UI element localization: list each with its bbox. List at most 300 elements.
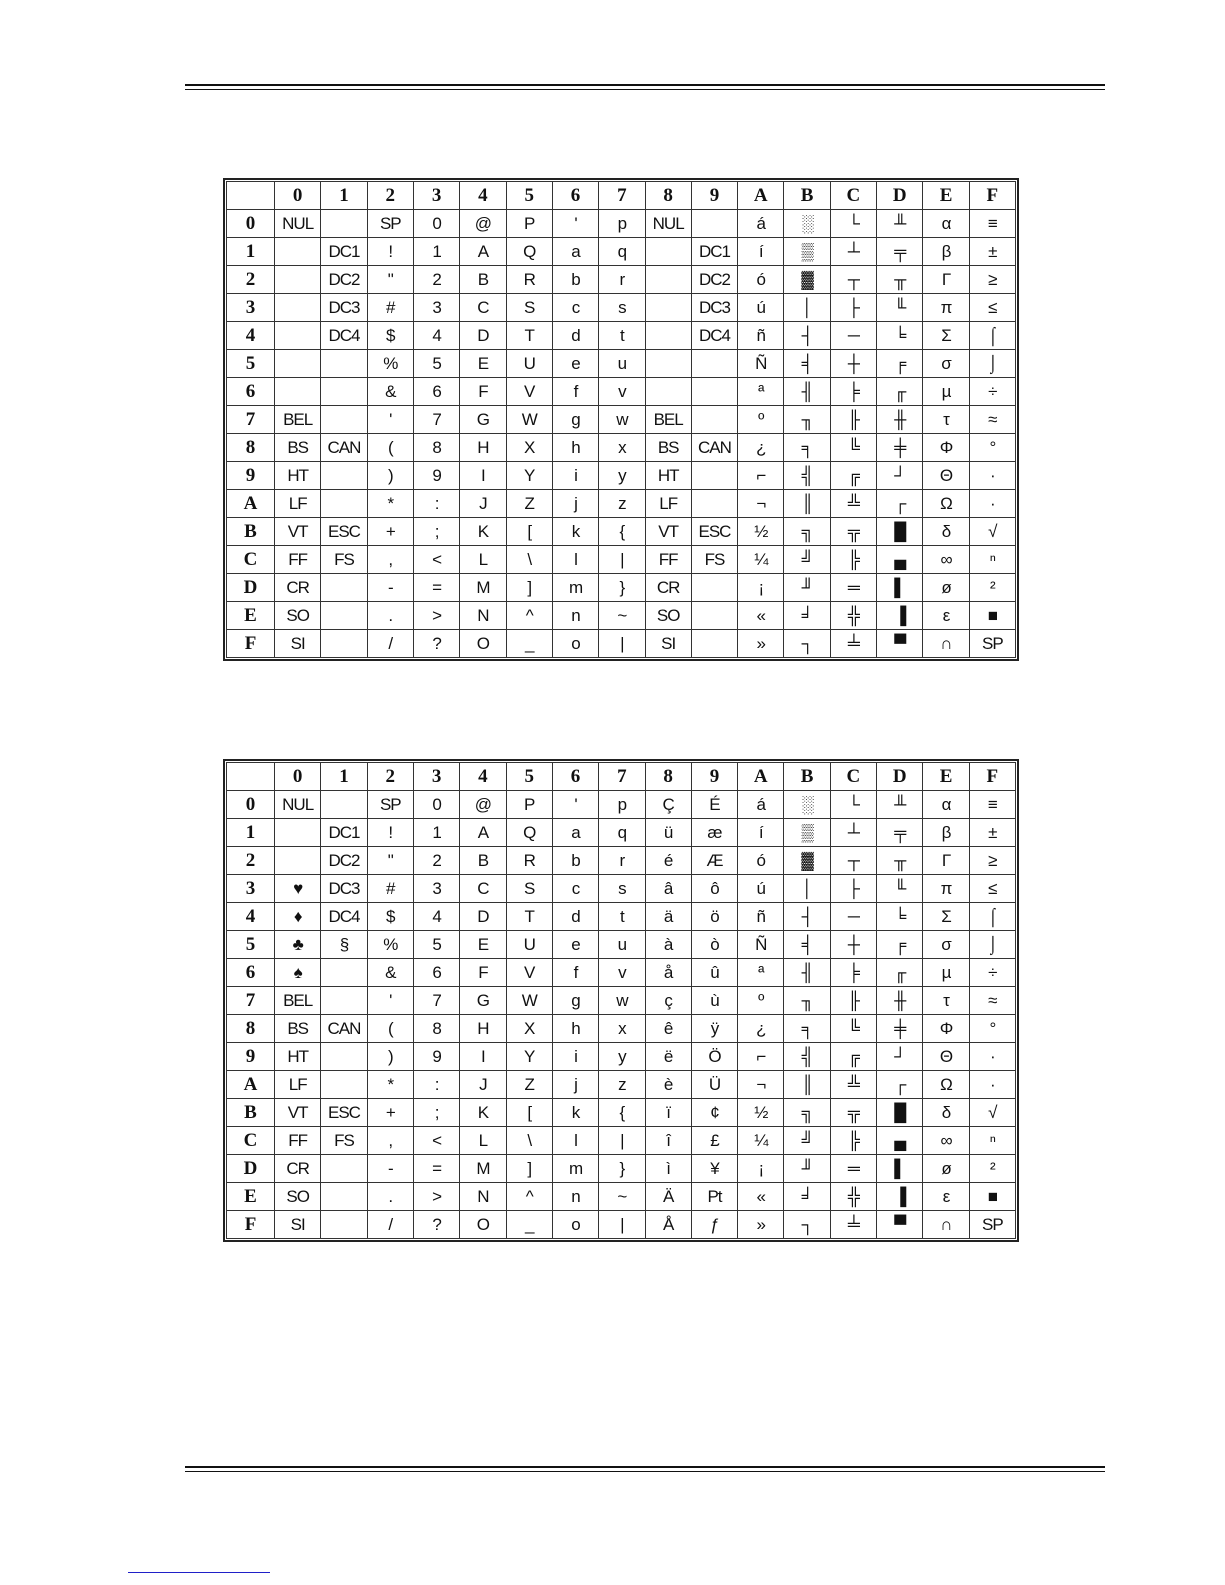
code-cell: NUL: [645, 210, 691, 238]
code-cell: _: [506, 630, 552, 658]
code-cell: g: [552, 987, 598, 1015]
code-cell: DC4: [691, 322, 737, 350]
code-cell: R: [506, 847, 552, 875]
code-cell: ▐: [877, 1183, 923, 1211]
code-cell: P: [506, 791, 552, 819]
code-cell: ╢: [784, 378, 830, 406]
code-cell: ;: [413, 518, 459, 546]
code-cell: ▀: [877, 1211, 923, 1239]
row-header: 1: [227, 238, 275, 266]
code-cell: ╩: [830, 1071, 876, 1099]
code-cell: SI: [275, 1211, 321, 1239]
code-cell: [275, 294, 321, 322]
column-header: 0: [275, 763, 321, 791]
code-cell: U: [506, 931, 552, 959]
code-cell: ≈: [969, 406, 1015, 434]
code-cell: ≥: [969, 266, 1015, 294]
code-cell: CR: [645, 574, 691, 602]
code-cell: [321, 1043, 367, 1071]
code-cell: u: [599, 931, 645, 959]
column-header: D: [877, 763, 923, 791]
row-header: B: [227, 518, 275, 546]
code-cell: 8: [413, 434, 459, 462]
code-cell: Φ: [923, 1015, 969, 1043]
code-cell: T: [506, 322, 552, 350]
row-header: 2: [227, 847, 275, 875]
table-row: [227, 546, 1016, 574]
code-cell: ì: [645, 1155, 691, 1183]
code-cell: {: [599, 1099, 645, 1127]
code-cell: ♣: [275, 931, 321, 959]
code-cell: LF: [645, 490, 691, 518]
code-cell: ⌐: [738, 1043, 784, 1071]
column-header: 8: [645, 182, 691, 210]
code-cell: w: [599, 406, 645, 434]
code-cell: K: [460, 1099, 506, 1127]
code-cell: .: [367, 1183, 413, 1211]
table-row: [227, 210, 1016, 238]
code-cell: ESC: [321, 518, 367, 546]
code-cell: .: [367, 602, 413, 630]
code-cell: k: [552, 518, 598, 546]
code-cell: SI: [645, 630, 691, 658]
table-row: [227, 1183, 1016, 1211]
code-cell: ╗: [784, 1099, 830, 1127]
code-cell: ╝: [784, 546, 830, 574]
code-cell: SO: [275, 1183, 321, 1211]
code-cell: +: [367, 1099, 413, 1127]
code-cell: F: [460, 959, 506, 987]
code-cell: ø: [923, 574, 969, 602]
code-cell: ê: [645, 1015, 691, 1043]
code-cell: [645, 322, 691, 350]
row-header: A: [227, 1071, 275, 1099]
code-cell: [275, 847, 321, 875]
code-cell: 0: [413, 210, 459, 238]
row-header: 8: [227, 1015, 275, 1043]
code-cell: ï: [645, 1099, 691, 1127]
code-cell: ⌐: [738, 462, 784, 490]
code-cell: e: [552, 931, 598, 959]
code-cell: I: [460, 1043, 506, 1071]
code-cell: T: [506, 903, 552, 931]
code-cell: ú: [738, 294, 784, 322]
table-row: [227, 1155, 1016, 1183]
code-cell: j: [552, 490, 598, 518]
code-cell: ,: [367, 546, 413, 574]
code-cell: ╘: [877, 903, 923, 931]
code-cell: l: [552, 546, 598, 574]
code-cell: M: [460, 1155, 506, 1183]
code-cell: :: [413, 490, 459, 518]
code-cell: √: [969, 1099, 1015, 1127]
code-cell: │: [784, 875, 830, 903]
row-header: 1: [227, 819, 275, 847]
code-cell: δ: [923, 518, 969, 546]
code-cell: t: [599, 322, 645, 350]
code-cell: ÷: [969, 959, 1015, 987]
code-cell: ├: [830, 294, 876, 322]
code-cell: >: [413, 1183, 459, 1211]
code-cell: [321, 602, 367, 630]
code-cell: C: [460, 875, 506, 903]
code-cell: ≡: [969, 791, 1015, 819]
code-cell: ┴: [830, 819, 876, 847]
table-row: [227, 1099, 1016, 1127]
code-cell: ╗: [784, 518, 830, 546]
code-cell: ƒ: [691, 1211, 737, 1239]
code-cell: ': [367, 406, 413, 434]
row-header: E: [227, 1183, 275, 1211]
code-cell: #: [367, 875, 413, 903]
code-cell: q: [599, 819, 645, 847]
code-cell: K: [460, 518, 506, 546]
code-cell: <: [413, 546, 459, 574]
code-cell: Ä: [645, 1183, 691, 1211]
code-cell: 6: [413, 959, 459, 987]
code-cell: o: [552, 1211, 598, 1239]
code-cell: LF: [275, 1071, 321, 1099]
code-cell: ╨: [877, 791, 923, 819]
code-cell: G: [460, 406, 506, 434]
code-cell: ≈: [969, 987, 1015, 1015]
code-cell: ?: [413, 630, 459, 658]
code-cell: ╣: [784, 1043, 830, 1071]
code-cell: 5: [413, 350, 459, 378]
code-cell: ■: [969, 602, 1015, 630]
code-cell: 3: [413, 875, 459, 903]
code-cell: s: [599, 294, 645, 322]
code-cell: ╫: [877, 406, 923, 434]
row-header: 4: [227, 322, 275, 350]
code-cell: ┐: [784, 1211, 830, 1239]
code-cell: i: [552, 462, 598, 490]
code-cell: ╩: [830, 490, 876, 518]
code-cell: O: [460, 1211, 506, 1239]
code-cell: SO: [275, 602, 321, 630]
code-cell: ç: [645, 987, 691, 1015]
code-cell: [691, 406, 737, 434]
code-cell: ╒: [877, 931, 923, 959]
code-cell: ╛: [784, 1183, 830, 1211]
code-cell: Ñ: [738, 931, 784, 959]
code-cell: ¼: [738, 1127, 784, 1155]
table-row: [227, 630, 1016, 658]
code-cell: ┘: [877, 462, 923, 490]
code-cell: ╕: [784, 1015, 830, 1043]
code-cell: q: [599, 238, 645, 266]
code-cell: ¡: [738, 574, 784, 602]
code-cell: [321, 630, 367, 658]
table-row: [227, 931, 1016, 959]
code-cell: Φ: [923, 434, 969, 462]
column-header: A: [738, 763, 784, 791]
code-cell: g: [552, 406, 598, 434]
code-cell: BEL: [645, 406, 691, 434]
code-cell: [275, 322, 321, 350]
footer-link-underline[interactable]: [128, 1572, 270, 1573]
code-cell: ╖: [784, 987, 830, 1015]
code-cell: ε: [923, 1183, 969, 1211]
code-cell: f: [552, 959, 598, 987]
code-cell: ^: [506, 1183, 552, 1211]
code-cell: ╡: [784, 931, 830, 959]
code-cell: ⌠: [969, 903, 1015, 931]
code-cell: ┬: [830, 847, 876, 875]
code-cell: d: [552, 903, 598, 931]
code-cell: â: [645, 875, 691, 903]
code-cell: ╥: [877, 847, 923, 875]
code-cell: [691, 630, 737, 658]
table-body: [227, 210, 1016, 658]
row-header: 7: [227, 406, 275, 434]
code-cell: =: [413, 574, 459, 602]
code-cell: ╖: [784, 406, 830, 434]
table-row: [227, 322, 1016, 350]
code-cell: °: [969, 434, 1015, 462]
code-cell: │: [784, 294, 830, 322]
code-cell: p: [599, 791, 645, 819]
code-cell: [321, 350, 367, 378]
code-cell: å: [645, 959, 691, 987]
code-cell: á: [738, 210, 784, 238]
code-cell: ║: [784, 490, 830, 518]
code-cell: [321, 987, 367, 1015]
code-cell: ╥: [877, 266, 923, 294]
code-cell: ▄: [877, 1127, 923, 1155]
column-header: 3: [413, 763, 459, 791]
column-header: 1: [321, 182, 367, 210]
column-header-row: [227, 763, 1016, 791]
code-cell: SI: [275, 630, 321, 658]
code-cell: Ü: [691, 1071, 737, 1099]
code-cell: |: [599, 1127, 645, 1155]
row-header: 6: [227, 959, 275, 987]
code-cell: (: [367, 434, 413, 462]
code-cell: Æ: [691, 847, 737, 875]
code-cell: j: [552, 1071, 598, 1099]
table-row: [227, 602, 1016, 630]
column-header: 5: [506, 763, 552, 791]
code-cell: O: [460, 630, 506, 658]
code-cell: «: [738, 602, 784, 630]
code-cell: ┼: [830, 350, 876, 378]
code-cell: [645, 266, 691, 294]
row-header: 6: [227, 378, 275, 406]
code-cell: ╝: [784, 1127, 830, 1155]
code-cell: 7: [413, 987, 459, 1015]
code-cell: [691, 210, 737, 238]
code-cell: G: [460, 987, 506, 1015]
code-cell: A: [460, 819, 506, 847]
code-cell: ≤: [969, 875, 1015, 903]
row-header: 0: [227, 791, 275, 819]
table-row: [227, 406, 1016, 434]
table-row: [227, 350, 1016, 378]
code-cell: ╙: [877, 294, 923, 322]
code-cell: ╜: [784, 574, 830, 602]
code-cell: ~: [599, 1183, 645, 1211]
row-header: E: [227, 602, 275, 630]
code-cell: h: [552, 434, 598, 462]
code-cell: ∙: [969, 462, 1015, 490]
code-cell: BS: [275, 434, 321, 462]
code-cell: r: [599, 266, 645, 294]
code-cell: ╧: [830, 630, 876, 658]
code-cell: U: [506, 350, 552, 378]
code-cell: ^: [506, 602, 552, 630]
code-cell: »: [738, 630, 784, 658]
code-cell: ±: [969, 819, 1015, 847]
code-cell: LF: [275, 490, 321, 518]
code-cell: 6: [413, 378, 459, 406]
code-cell: ¿: [738, 434, 784, 462]
code-cell: í: [738, 819, 784, 847]
code-cell: P: [506, 210, 552, 238]
row-header: B: [227, 1099, 275, 1127]
code-cell: VT: [275, 518, 321, 546]
code-cell: (: [367, 1015, 413, 1043]
code-cell: ô: [691, 875, 737, 903]
code-cell: ╪: [877, 434, 923, 462]
code-cell: DC3: [321, 294, 367, 322]
code-cell: DC4: [321, 903, 367, 931]
code-cell: Å: [645, 1211, 691, 1239]
code-cell: S: [506, 875, 552, 903]
code-cell: ═: [830, 574, 876, 602]
code-cell: }: [599, 574, 645, 602]
code-cell: Γ: [923, 847, 969, 875]
code-cell: HT: [645, 462, 691, 490]
table-row: [227, 574, 1016, 602]
code-cell: ": [367, 266, 413, 294]
code-cell: »: [738, 1211, 784, 1239]
code-cell: b: [552, 847, 598, 875]
code-cell: o: [552, 630, 598, 658]
code-cell: «: [738, 1183, 784, 1211]
code-cell: █: [877, 518, 923, 546]
code-cell: ⌠: [969, 322, 1015, 350]
column-header: F: [969, 182, 1015, 210]
code-cell: [321, 959, 367, 987]
code-cell: Y: [506, 462, 552, 490]
table-row: [227, 903, 1016, 931]
code-cell: ¼: [738, 546, 784, 574]
code-cell: α: [923, 791, 969, 819]
row-header: 3: [227, 875, 275, 903]
code-cell: ø: [923, 1155, 969, 1183]
code-cell: ╬: [830, 602, 876, 630]
column-header: 2: [367, 763, 413, 791]
code-cell: ╔: [830, 462, 876, 490]
column-header: 7: [599, 763, 645, 791]
code-cell: [691, 602, 737, 630]
code-cell: CR: [275, 574, 321, 602]
code-cell: Ö: [691, 1043, 737, 1071]
row-header: 9: [227, 462, 275, 490]
code-cell: ª: [738, 959, 784, 987]
code-cell: W: [506, 987, 552, 1015]
row-header: C: [227, 1127, 275, 1155]
code-cell: ╕: [784, 434, 830, 462]
code-cell: é: [645, 847, 691, 875]
code-cell: ·: [969, 490, 1015, 518]
code-cell: ¥: [691, 1155, 737, 1183]
code-cell: |: [599, 630, 645, 658]
column-header: 0: [275, 182, 321, 210]
code-cell: ♦: [275, 903, 321, 931]
code-cell: [691, 490, 737, 518]
code-cell: VT: [275, 1099, 321, 1127]
code-cell: Σ: [923, 322, 969, 350]
code-cell: SP: [367, 791, 413, 819]
code-cell: ¿: [738, 1015, 784, 1043]
table-row: [227, 378, 1016, 406]
code-cell: ¬: [738, 1071, 784, 1099]
code-cell: ü: [645, 819, 691, 847]
code-cell: l: [552, 1127, 598, 1155]
code-cell: E: [460, 350, 506, 378]
code-cell: ╓: [877, 378, 923, 406]
code-cell: ): [367, 1043, 413, 1071]
code-cell: ': [367, 987, 413, 1015]
code-cell: Z: [506, 490, 552, 518]
footer-rule: [185, 1466, 1105, 1472]
code-cell: CAN: [321, 434, 367, 462]
table-row: [227, 1071, 1016, 1099]
code-cell: σ: [923, 350, 969, 378]
code-cell: 2: [413, 266, 459, 294]
code-cell: ª: [738, 378, 784, 406]
code-cell: ∙: [969, 1043, 1015, 1071]
code-cell: ░: [784, 791, 830, 819]
code-cell: SO: [645, 602, 691, 630]
code-cell: }: [599, 1155, 645, 1183]
row-header: F: [227, 630, 275, 658]
code-cell: ≤: [969, 294, 1015, 322]
code-cell: ∞: [923, 1127, 969, 1155]
table-row: [227, 490, 1016, 518]
code-cell: _: [506, 1211, 552, 1239]
code-cell: [275, 350, 321, 378]
code-cell: ╧: [830, 1211, 876, 1239]
code-cell: X: [506, 1015, 552, 1043]
code-cell: z: [599, 1071, 645, 1099]
code-cell: [275, 266, 321, 294]
code-cell: ≥: [969, 847, 1015, 875]
code-cell: è: [645, 1071, 691, 1099]
row-header: 8: [227, 434, 275, 462]
code-cell: FS: [321, 546, 367, 574]
code-cell: [275, 378, 321, 406]
code-cell: DC2: [691, 266, 737, 294]
code-cell: >: [413, 602, 459, 630]
code-cell: V: [506, 378, 552, 406]
code-cell: ╓: [877, 959, 923, 987]
table-row: [227, 1043, 1016, 1071]
code-cell: ë: [645, 1043, 691, 1071]
code-cell: d: [552, 322, 598, 350]
code-cell: 5: [413, 931, 459, 959]
column-header: 4: [460, 763, 506, 791]
code-cell: %: [367, 350, 413, 378]
code-cell: FF: [275, 1127, 321, 1155]
code-cell: DC3: [691, 294, 737, 322]
code-cell: $: [367, 903, 413, 931]
column-header: 9: [691, 182, 737, 210]
code-cell: CR: [275, 1155, 321, 1183]
code-cell: DC2: [321, 266, 367, 294]
